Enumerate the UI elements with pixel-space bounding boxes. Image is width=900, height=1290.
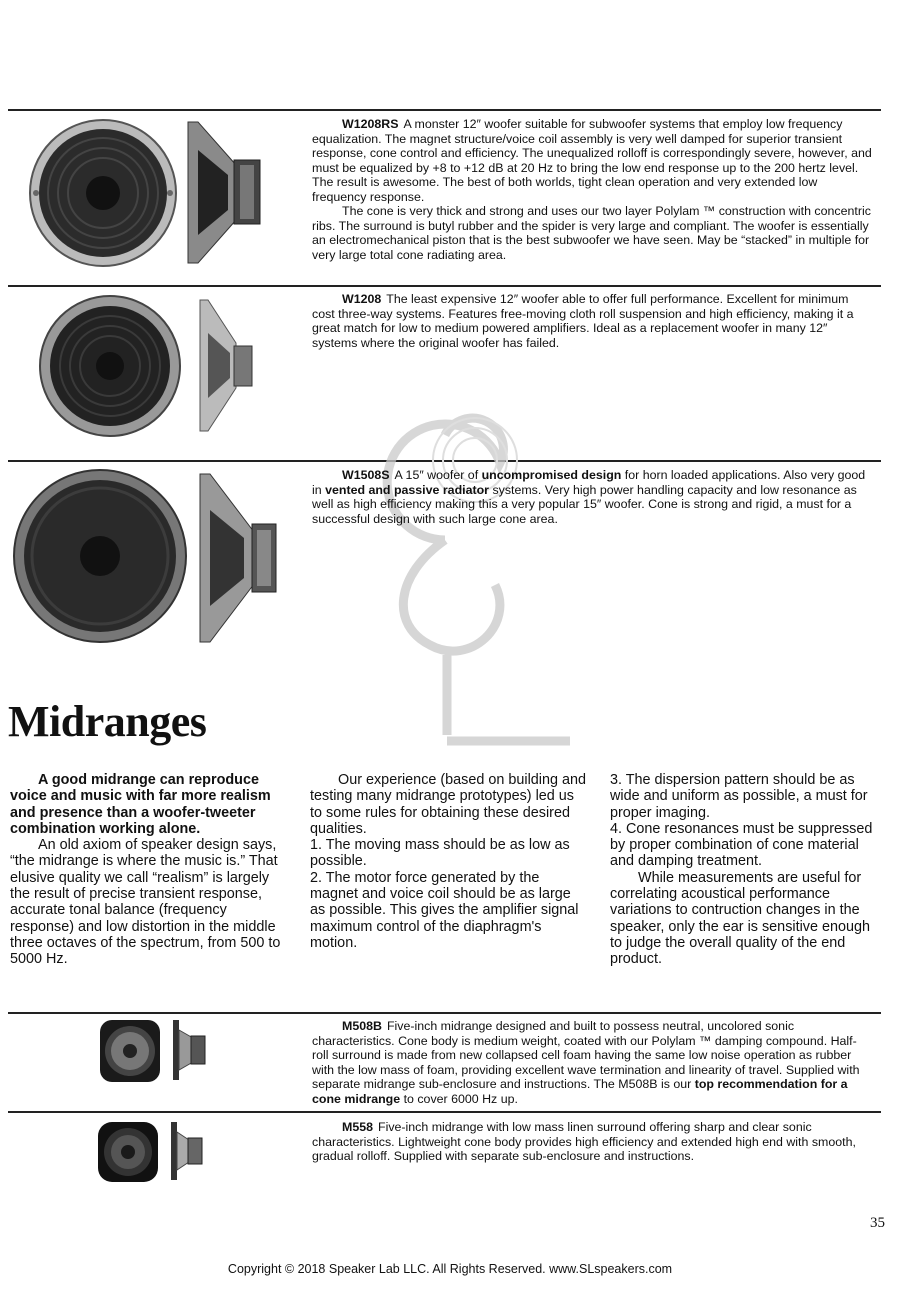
rule-1: 1. The moving mass should be as low as possible. bbox=[310, 837, 570, 870]
column-2 bbox=[310, 772, 586, 951]
w1208rs-side-photo bbox=[184, 120, 264, 265]
divider-2 bbox=[8, 285, 881, 287]
divider-5 bbox=[8, 1111, 881, 1113]
divider-4 bbox=[8, 1012, 881, 1014]
rule-4: 4. Cone resonances must be suppressed by proper combination of cone material and damping treatment. bbox=[610, 820, 873, 870]
m558-front-photo bbox=[96, 1120, 160, 1184]
copyright-notice: Copyright © 2018 Speaker Lab LLC. All Rights Reserved. www.SLspeakers.com bbox=[227, 1262, 673, 1276]
model-name: M508B bbox=[342, 1019, 382, 1033]
description-emphasis: vented and passive radiator bbox=[325, 482, 489, 497]
w1508s-front-photo bbox=[12, 468, 188, 644]
description-emphasis: top recommendation for a cone midrange bbox=[312, 1077, 848, 1106]
description-part: A 15″ woofer of bbox=[394, 468, 482, 482]
w1508s-side-photo bbox=[196, 472, 281, 644]
m558-side-photo bbox=[169, 1120, 205, 1182]
rule-3: 3. The dispersion pattern should be as wide and uniform as possible, a must for proper imaging. bbox=[610, 772, 868, 821]
paragraph: An old axiom of speaker design says, “the midrange is where the music is.” That elusive quality we call “realism” is largely the result of precise transient response, accurate tonal balance (frequency response) and low distortion in the middle three octaves of the spectrum, from 500 to 5000 Hz. bbox=[10, 837, 281, 968]
description-part: to cover 6000 Hz up. bbox=[400, 1091, 518, 1106]
product-description: The least expensive 12″ woofer able to offer full performance. Excellent for minimum cost three-way systems. Features free-moving cloth roll suspension and high efficiency, making it a great match for low to medium powered amplifiers. Ideal as a replacement woofer in many 12″ systems where the original woofer has failed. bbox=[312, 292, 854, 350]
page-number: 35 bbox=[870, 1215, 885, 1231]
model-name: W1208 bbox=[342, 292, 382, 306]
product-w1208 bbox=[312, 292, 872, 350]
product-w1208rs bbox=[312, 117, 872, 262]
product-description: Five-inch midrange with low mass linen surround offering sharp and clear sonic characteristics. Lightweight cone body provides high efficiency and extended high end with smooth, gradual rolloff. Supplied with separate sub-enclosure and instructions. bbox=[312, 1120, 856, 1163]
w1208-front-photo bbox=[38, 294, 183, 439]
model-name: M558 bbox=[342, 1120, 373, 1134]
description-part: systems. Very high power handling capacity and low resonance as well as high efficiency making this a very popular 15″ woofer. Cone is strong and rigid, a must for a successful design with such large cone area. bbox=[312, 482, 857, 526]
divider-1 bbox=[8, 109, 881, 111]
section-title: Midranges bbox=[8, 697, 207, 746]
product-description-2: The cone is very thick and strong and uses our two layer Polylam ™ construction with concentric ribs. The surround is butyl rubber and the spider is very large and compliant. The woofer is essentially an electromechanical piston that is the best subwoofer we have seen. May be “stacked” in multiple for very large total cone radiating area. bbox=[312, 204, 871, 262]
description-part: Five-inch midrange designed and built to possess neutral, uncolored sonic characteristics. Cone body is medium weight, coated with our Polylam ™ damping compound. Half-roll surround is made from new collapsed cell foam having the same low noise operation as rubber with the low mass of foam, providing excellent wave termination and linearity of travel. Supplied with separate midrange sub-enclosure and instructions. The M508B is our bbox=[312, 1019, 860, 1091]
w1208rs-front-photo bbox=[28, 118, 178, 268]
w1208-side-photo bbox=[198, 298, 258, 433]
product-m508b bbox=[312, 1019, 872, 1106]
product-m558 bbox=[312, 1120, 872, 1164]
description-part: for horn loaded applications. Also very good in bbox=[312, 468, 866, 497]
rule-2: 2. The motor force generated by the magnet and voice coil should be as large as possible. This gives the amplifier signal maximum control of the diaphragm's motion. bbox=[310, 869, 579, 951]
sl-watermark-logo bbox=[375, 405, 575, 750]
product-w1508s bbox=[312, 468, 872, 526]
paragraph: Our experience (based on building and testing many midrange prototypes) led us to some rules for obtaining these desired qualities. bbox=[310, 772, 587, 837]
column-1 bbox=[10, 772, 288, 968]
model-name: W1208RS bbox=[342, 117, 399, 131]
paragraph: While measurements are useful for correlating acoustical performance variations to contruction changes in the speaker, only the ear is sensitive enough to judge the overall quality of the end product. bbox=[610, 869, 870, 968]
column-3 bbox=[610, 772, 884, 968]
model-name: W1508S bbox=[342, 468, 390, 482]
m508b-front-photo bbox=[98, 1018, 162, 1084]
product-description: A monster 12″ woofer suitable for subwoofer systems that employ low frequency equalization. The magnet structure/voice coil assembly is very well damped for superior transient response, cone control and efficiency. The unequalized rolloff is correspondingly severe, however, and must be equalized by +8 to +12 dB at 20 Hz to bring the low end response up to the 200 hertz level. The result is awesome. The best of both worlds, tight clean operation and very extended low frequency response. bbox=[312, 117, 872, 204]
description-emphasis: uncompromised design bbox=[481, 468, 622, 482]
m508b-side-photo bbox=[171, 1018, 209, 1082]
lead-paragraph: A good midrange can reproduce voice and music with far more realism and presence than a woofer-tweeter combination working alone. bbox=[10, 772, 271, 837]
